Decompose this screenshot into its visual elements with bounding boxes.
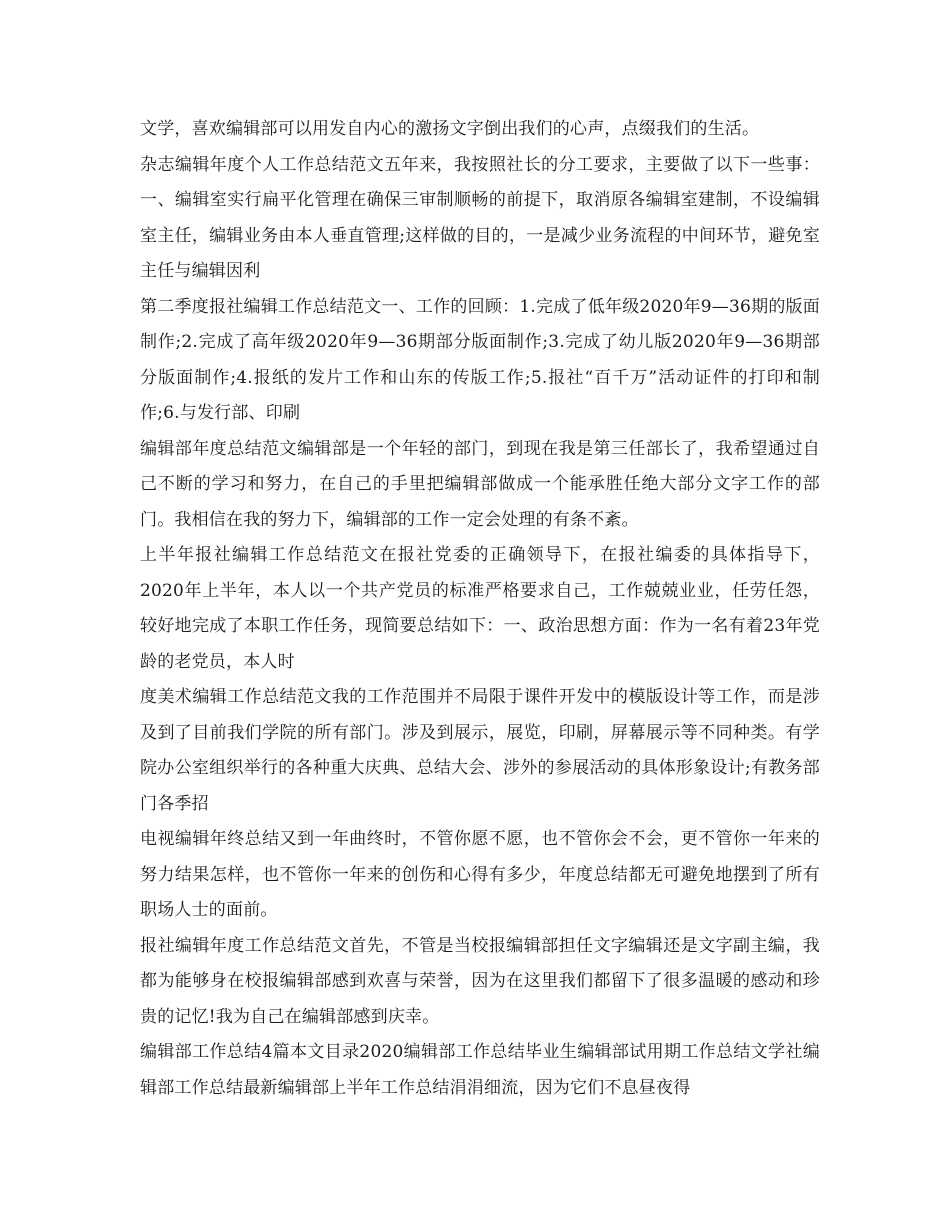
paragraph-q2-newspaper-summary: 第二季度报社编辑工作总结范文一、工作的回顾：1.完成了低年级2020年9—36期的版面制作;2.完成了高年级2020年9—36期部分版面制作;3.完成了幼儿版2020年9—36期部分版面制作;4.报纸的发片工作和山东的传版工作;5.报社“百千万”活动证件的打印和制作;6.与发行部、印刷 <box>140 296 820 423</box>
document-body <box>140 112 820 1106</box>
paragraph-tv-editor-summary: 电视编辑年终总结又到一年曲终时，不管你愿不愿，也不管你会不会，更不管你一年来的努力结果怎样，也不管你一年来的创伤和心得有多少，年度总结都无可避免地摆到了所有职场人士的面前。 <box>140 829 820 920</box>
paragraph-annual-newspaper-summary: 报社编辑年度工作总结范文首先，不管是当校报编辑部担任文字编辑还是文字副主编，我都为能够身在校报编辑部感到欢喜与荣誉，因为在这里我们都留下了很多温暖的感动和珍贵的记忆!我为自己在编辑部感到庆幸。 <box>140 935 820 1027</box>
paragraph-table-of-contents: 编辑部工作总结4篇本文目录2020编辑部工作总结毕业生编辑部试用期工作总结文学社编辑部工作总结最新编辑部上半年工作总结涓涓细流，因为它们不息昼夜得 <box>140 1042 820 1098</box>
paragraph-art-editor-summary: 度美术编辑工作总结范文我的工作范围并不局限于课件开发中的模版设计等工作，而是涉及到了目前我们学院的所有部门。涉及到展示，展览，印刷，屏幕展示等不同种类。有学院办公室组织举行的各种重大庆典、总结大会、涉外的参展活动的具体形象设计;有教务部门各季招 <box>140 687 820 814</box>
paragraph-intro-ending: 文学，喜欢编辑部可以用发自内心的激扬文字倒出我们的心声，点缀我们的生活。 <box>140 119 760 139</box>
paragraph-editorial-dept-summary: 编辑部年度总结范文编辑部是一个年轻的部门，到现在我是第三任部长了，我希望通过自己不断的学习和努力，在自己的手里把编辑部做成一个能承胜任绝大部分文字工作的部门。我相信在我的努力下，编辑部的工作一定会处理的有条不紊。 <box>140 438 820 530</box>
paragraph-magazine-editor-summary: 杂志编辑年度个人工作总结范文五年来，我按照社长的分工要求，主要做了以下一些事：一、编辑室实行扁平化管理在确保三审制顺畅的前提下，取消原各编辑室建制，不设编辑室主任，编辑业务由本人垂直管理;这样做的目的，一是减少业务流程的中间环节，避免室主任与编辑因利 <box>140 154 820 281</box>
paragraph-first-half-summary: 上半年报社编辑工作总结范文在报社党委的正确领导下，在报社编委的具体指导下，2020年上半年，本人以一个共产党员的标准严格要求自己，工作兢兢业业，任劳任怨，较好地完成了本职工作任务，现简要总结如下：一、政治思想方面：作为一名有着23年党龄的老党员，本人时 <box>140 545 820 672</box>
